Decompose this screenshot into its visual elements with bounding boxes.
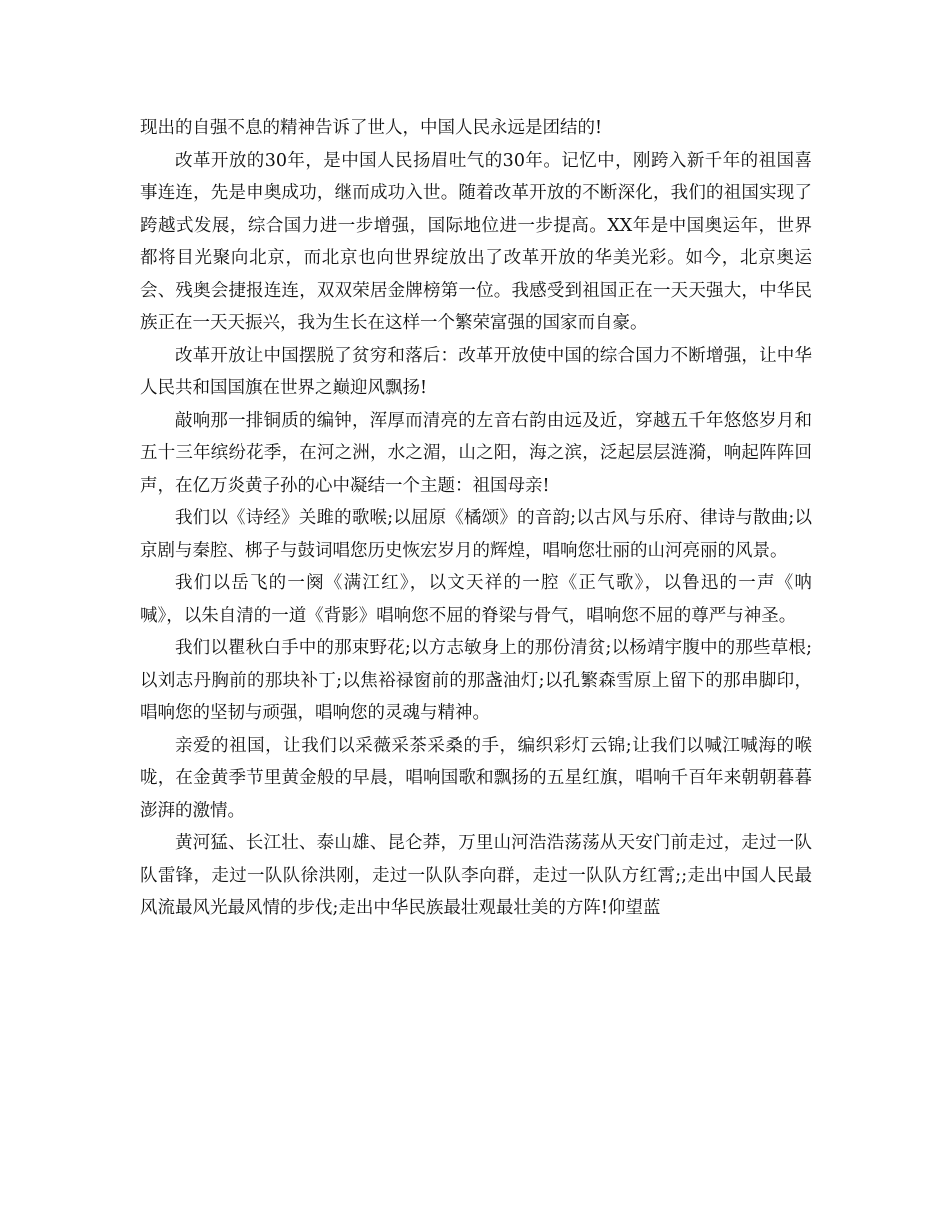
paragraph: 敲响那一排铜质的编钟，浑厚而清亮的左音右韵由远及近，穿越五千年悠悠岁月和五十三年缤纷花季，在河之洲，水之湄，山之阳，海之滨，泛起层层涟漪，响起阵阵回声，在亿万炎黄子孙的心中凝结一个主题：祖国母亲! bbox=[140, 410, 812, 496]
paragraph: 亲爱的祖国，让我们以采薇采茶采桑的手，编织彩灯云锦;让我们以喊江喊海的喉咙，在金黄季节里黄金般的早晨，唱响国歌和飘扬的五星红旗，唱响千百年来朝朝暮暮澎湃的激情。 bbox=[140, 735, 812, 821]
document-body bbox=[140, 112, 812, 925]
paragraph: 改革开放的30年，是中国人民扬眉吐气的30年。记忆中，刚跨入新千年的祖国喜事连连，先是申奥成功，继而成功入世。随着改革开放的不断深化，我们的祖国实现了跨越式发展，综合国力进一步增强，国际地位进一步提高。XX年是中国奥运年，世界都将目光聚向北京，而北京也向世界绽放出了改革开放的华美光彩。如今，北京奥运会、残奥会捷报连连，双双荣居金牌榜第一位。我感受到祖国正在一天天强大，中华民族正在一天天振兴，我为生长在这样一个繁荣富强的国家而自豪。 bbox=[140, 150, 812, 333]
paragraph: 我们以瞿秋白手中的那束野花;以方志敏身上的那份清贫;以杨靖宇腹中的那些草根;以刘志丹胸前的那块补丁;以焦裕禄窗前的那盏油灯;以孔繁森雪原上留下的那串脚印，唱响您的坚韧与顽强，唱响您的灵魂与精神。 bbox=[140, 638, 812, 723]
paragraph: 我们以岳飞的一阕《满江红》，以文天祥的一腔《正气歌》，以鲁迅的一声《呐喊》，以朱自清的一道《背影》唱响您不屈的脊梁与骨气，唱响您不屈的尊严与神圣。 bbox=[140, 573, 812, 626]
paragraph: 黄河猛、长江壮、泰山雄、昆仑莽，万里山河浩浩荡荡从天安门前走过，走过一队队雷锋，走过一队队徐洪刚，走过一队队李向群，走过一队队方红霄;;走出中国人民最风流最风光最风情的步伐;走出中华民族最壮观最壮美的方阵!仰望蓝 bbox=[140, 833, 812, 918]
paragraph: 我们以《诗经》关雎的歌喉;以屈原《橘颂》的音韵;以古风与乐府、律诗与散曲;以京剧与秦腔、梆子与鼓词唱您历史恢宏岁月的辉煌，唱响您壮丽的山河亮丽的风景。 bbox=[140, 508, 812, 561]
paragraph: 现出的自强不息的精神告诉了世人，中国人民永远是团结的! bbox=[140, 118, 603, 138]
paragraph: 改革开放让中国摆脱了贫穷和落后：改革开放使中国的综合国力不断增强，让中华人民共和国国旗在世界之巅迎风飘扬! bbox=[140, 345, 812, 398]
